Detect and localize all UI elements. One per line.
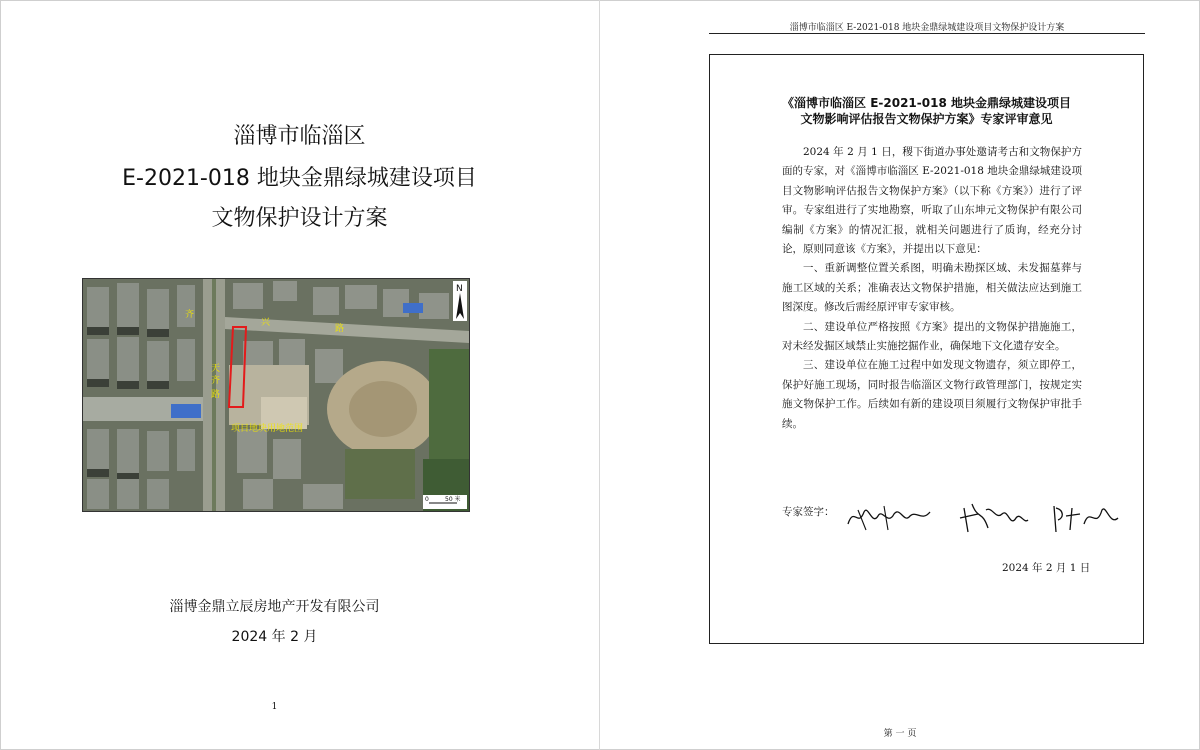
map-road-label-tian: 天 [211, 364, 221, 374]
signature-2 [958, 500, 1030, 536]
opinion-page-number: 第 一 页 [883, 729, 917, 739]
header-rule [709, 33, 1145, 34]
signature-1 [844, 500, 940, 534]
opinion-paragraph: 二、建设单位严格按照《方案》提出的文物保护措施施工，对未经发掘区域禁止实施挖掘作业，确保地下文化遗存安全。 [782, 320, 1082, 353]
signature-row [782, 500, 1122, 536]
opinion-paragraph: 三、建设单位在施工过程中如发现文物遗存，须立即停工，保护好施工现场，同时报告临淄区文物行政管理部门，按规定实施文物保护工作。后续如有新的建设项目须履行文物保护审批手续。 [782, 359, 1082, 430]
opinion-page [600, 0, 1200, 750]
cover-title-line1: 淄博市临淄区 [233, 124, 366, 149]
opinion-title-line1: 《淄博市临淄区 E-2021-018 地块金鼎绿城建设项目 [782, 96, 1071, 110]
running-header: 淄博市临淄区 E-2021-018 地块金鼎绿城建设项目文物保护设计方案 [789, 23, 1065, 33]
cover-title-line3: 文物保护设计方案 [211, 206, 388, 231]
opinion-paragraph: 2024 年 2 月 1 日，稷下街道办事处邀请考古和文物保护方面的专家，对《淄博市临淄区 E-2021-018 地块金鼎绿城建设项目文物影响评估报告文物保护方案》（以下称《方案》）进行了评审。专家组进行了实地勘察，听取了山东坤元文物保护有限公司编制《方案》的情况汇报，就相关问题进行了质询，经充分讨论，原则同意该《方案》，并提出以下意见： [782, 146, 1082, 256]
opinion-title-line2: 文物影响评估报告文物保护方案》专家评审意见 [800, 112, 1053, 126]
cover-date: 2024 年 2 月 [231, 629, 318, 645]
opinion-body [782, 143, 1082, 434]
cover-page-number: 1 [271, 702, 278, 712]
opinion-paragraph: 一、重新调整位置关系图，明确未勘探区域、未发掘墓葬与施工区域的关系；准确表达文物保护措施，相关做法应达到施工图深度。修改后需经原评审专家审核。 [782, 262, 1082, 314]
opinion-box [709, 54, 1144, 644]
signature-label: 专家签字： [782, 506, 835, 518]
north-label: N [456, 284, 463, 294]
map-road-label-qi: 齐 [185, 310, 195, 320]
map-site-label: 项目地块用地范围 [231, 424, 304, 434]
map-road-label-qi2: 齐 [211, 376, 221, 386]
map-road-label-lu: 路 [335, 324, 345, 334]
satellite-map-graphic [83, 279, 469, 511]
satellite-map [82, 278, 470, 512]
cover-page [0, 0, 599, 750]
map-road-label-lu2: 路 [211, 390, 221, 400]
scale-zero: 0 [425, 496, 429, 503]
scale-text: 50 米 [445, 496, 461, 503]
cover-title-line2: E-2021-018 地块金鼎绿城建设项目 [122, 166, 477, 191]
signature-3 [1050, 500, 1122, 536]
map-road-label-xing: 兴 [261, 318, 271, 328]
opinion-date: 2024 年 2 月 1 日 [1002, 562, 1091, 574]
company-name: 淄博金鼎立辰房地产开发有限公司 [169, 599, 380, 615]
